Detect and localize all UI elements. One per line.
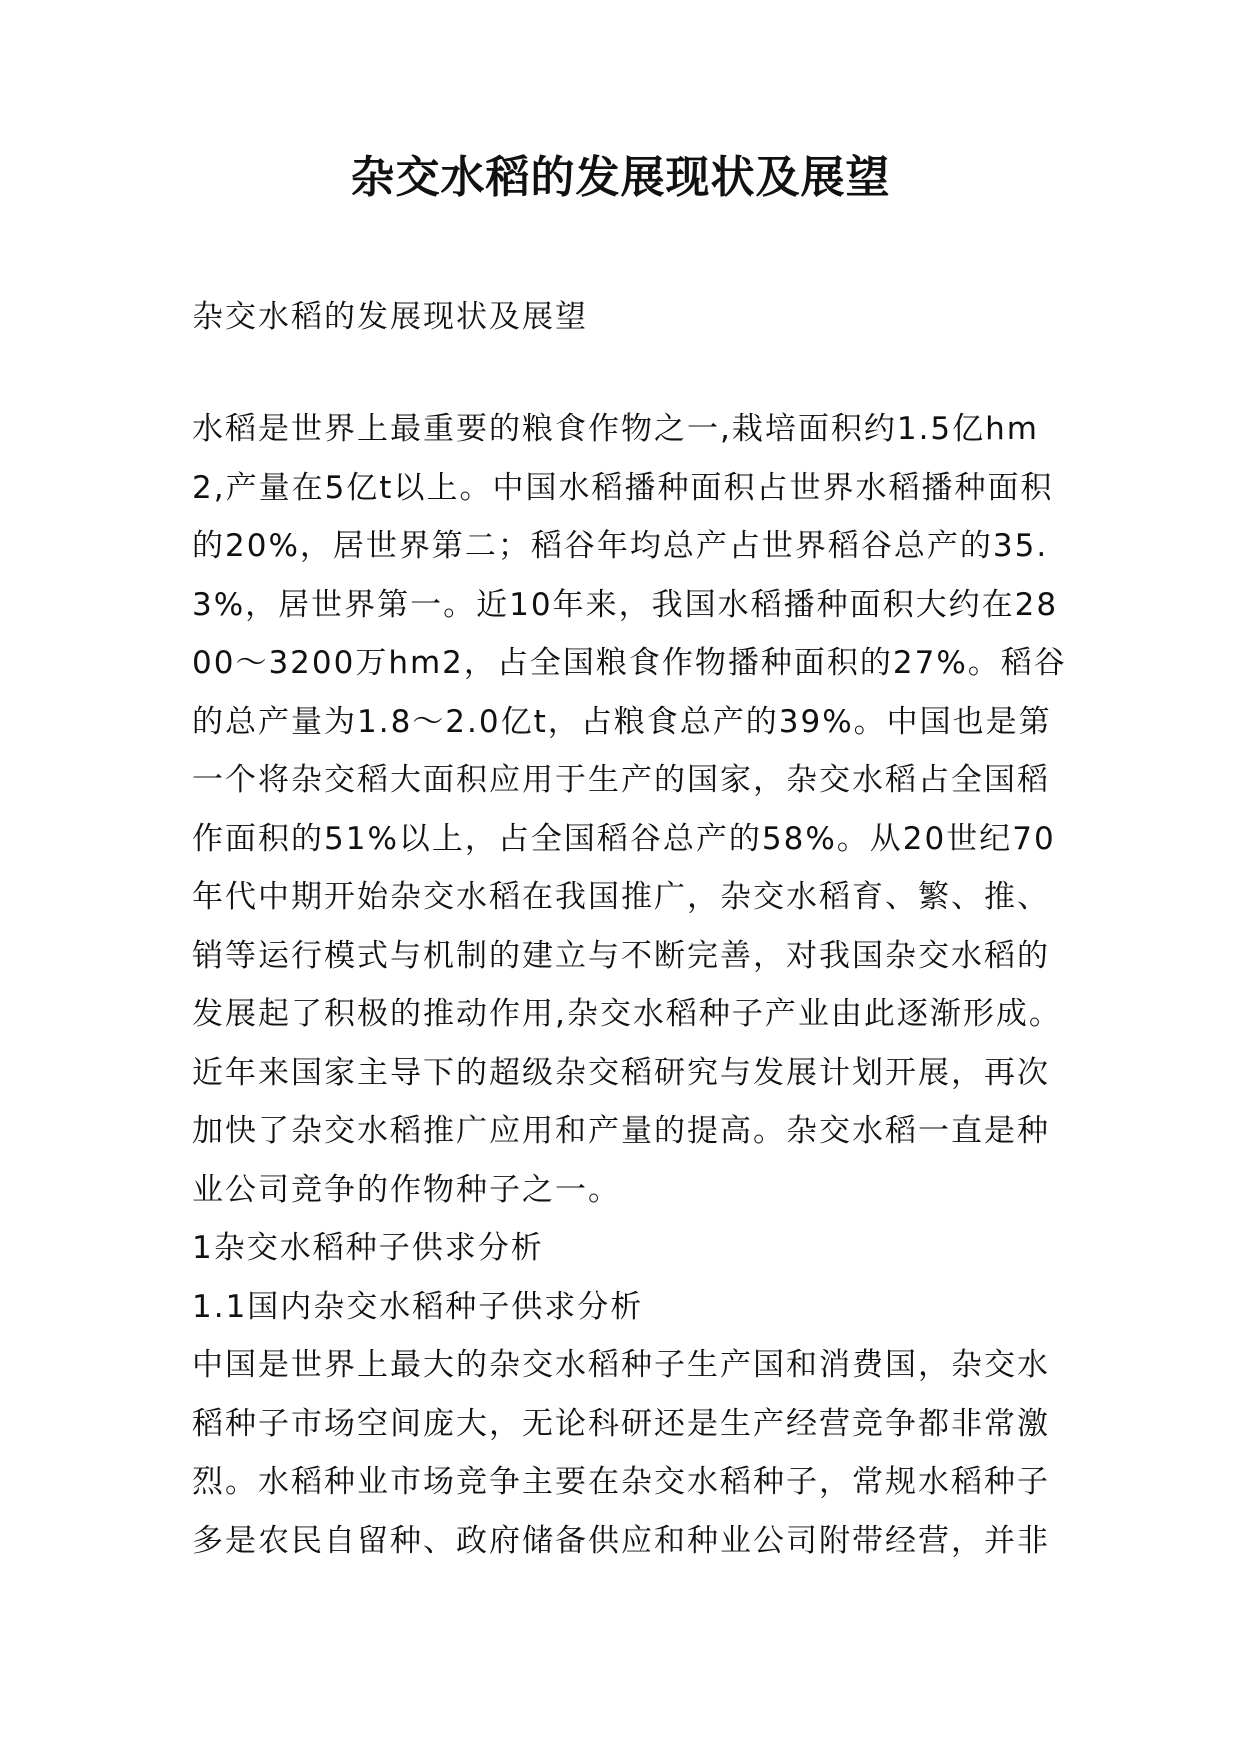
paragraph-supply-demand: 中国是世界上最大的杂交水稻种子生产国和消费国，杂交水稻种子市场空间庞大，无论科研还是生产经营竞争都非常激烈。水稻种业市场竞争主要在杂交水稻种子，常规水稻种子多是农民自留种、政府储备供应和种业公司附带经营，并非 (192, 1347, 1050, 1559)
section-heading: 1杂交水稻种子供求分析 (192, 1230, 544, 1266)
paragraph-intro: 水稻是世界上最重要的粮食作物之一,栽培面积约1.5亿hm2,产量在5亿t以上。中国水稻播种面积占世界水稻播种面积的20%，居世界第二；稻谷年均总产占世界稻谷总产的35.3%，居世界第一。近10年来，我国水稻播种面积大约在2800～3200万hm2，占全国粮食作物播种面积的27%。稻谷的总产量为1.8～2.0亿t，占粮食总产的39%。中国也是第一个将杂交稻大面积应用于生产的国家，杂交水稻占全国稻作面积的51%以上，占全国稻谷总产的58%。从20世纪70年代中期开始杂交水稻在我国推广，杂交水稻育、繁、推、销等运行模式与机制的建立与不断完善，对我国杂交水稻的发展起了积极的推动作用,杂交水稻种子产业由此逐渐形成。近年来国家主导下的超级杂交稻研究与发展计划开展，再次加快了杂交水稻推广应用和产量的提高。杂交水稻一直是种业公司竞争的作物种子之一。 (192, 411, 1067, 1208)
subsection-heading: 1.1国内杂交水稻种子供求分析 (192, 1288, 644, 1325)
document-title: 杂交水稻的发展现状及展望 (350, 152, 891, 203)
document-subtitle: 杂交水稻的发展现状及展望 (192, 299, 588, 335)
document-body (192, 400, 1072, 1570)
